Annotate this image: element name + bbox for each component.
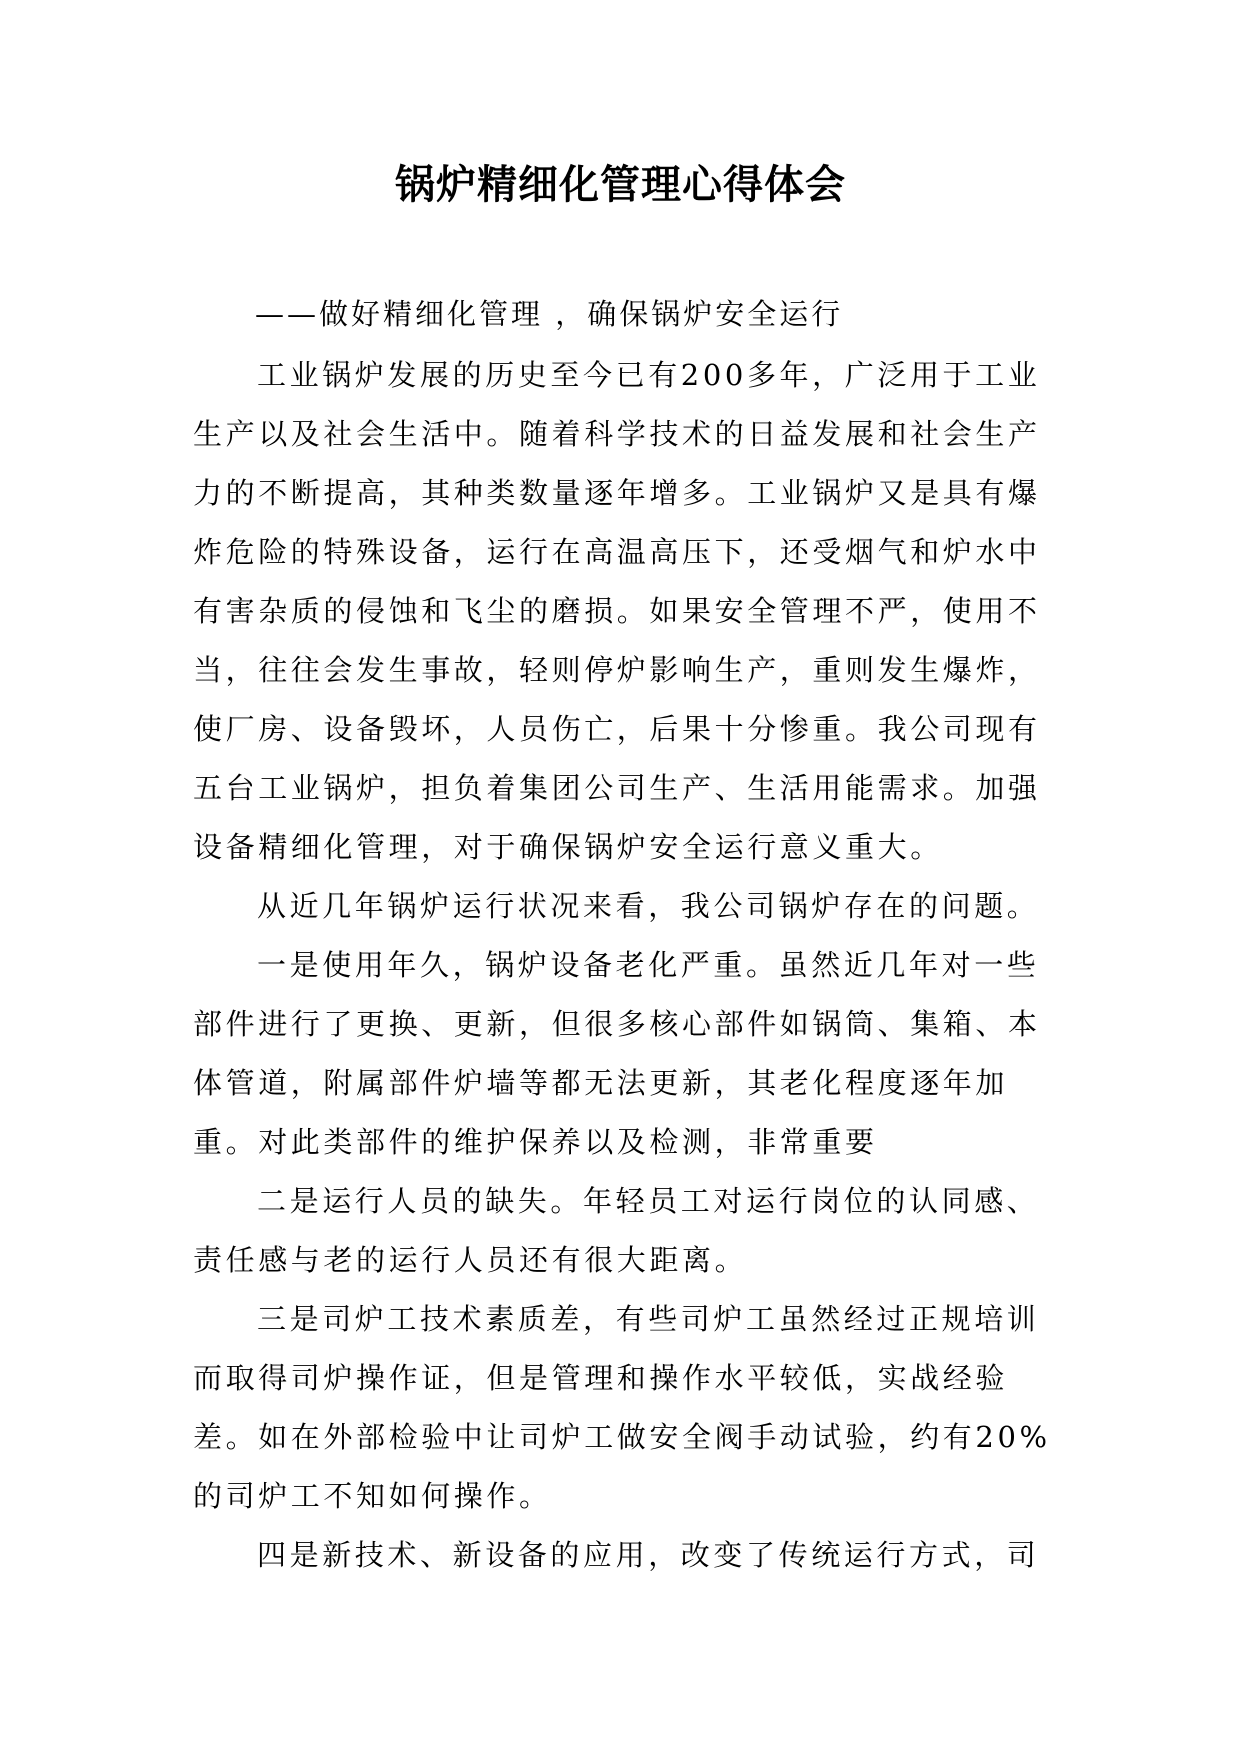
document-subtitle: ——做好精细化管理 ，确保锅炉安全运行 bbox=[255, 297, 844, 331]
document-title: 锅炉精细化管理心得体会 bbox=[395, 162, 846, 208]
paragraph-problem-one: 一是使用年久，锅炉设备老化严重。虽然近几年对一些部件进行了更换、更新，但很多核心部件如锅筒、集箱、本体管道，附属部件炉墙等都无法更新，其老化程度逐年加重。对此类部件的维护保养以及检测，非常重要 bbox=[193, 948, 1041, 1159]
paragraph-problem-three: 三是司炉工技术素质差，有些司炉工虽然经过正规培训而取得司炉操作证，但是管理和操作水平较低，实战经验差。如在外部检验中让司炉工做安全阀手动试验，约有20%的司炉工不知如何操作。 bbox=[193, 1302, 1051, 1513]
paragraph-problems-lead: 从近几年锅炉运行状况来看，我公司锅炉存在的问题。 bbox=[257, 889, 1040, 923]
document-body bbox=[193, 346, 1053, 1585]
paragraph-problem-two: 二是运行人员的缺失。年轻员工对运行岗位的认同感、责任感与老的运行人员还有很大距离。 bbox=[193, 1184, 1040, 1277]
paragraph-intro: 工业锅炉发展的历史至今已有200多年，广泛用于工业生产以及社会生活中。随着科学技术的日益发展和社会生产力的不断提高，其种类数量逐年增多。工业锅炉又是具有爆炸危险的特殊设备，运行在高温高压下，还受烟气和炉水中有害杂质的侵蚀和飞尘的磨损。如果安全管理不严，使用不当，往往会发生事故，轻则停炉影响生产，重则发生爆炸，使厂房、设备毁坏，人员伤亡，后果十分惨重。我公司现有五台工业锅炉，担负着集团公司生产、生活用能需求。加强设备精细化管理，对于确保锅炉安全运行意义重大。 bbox=[193, 358, 1041, 864]
paragraph-problem-four: 四是新技术、新设备的应用，改变了传统运行方式，司 bbox=[257, 1538, 1040, 1572]
